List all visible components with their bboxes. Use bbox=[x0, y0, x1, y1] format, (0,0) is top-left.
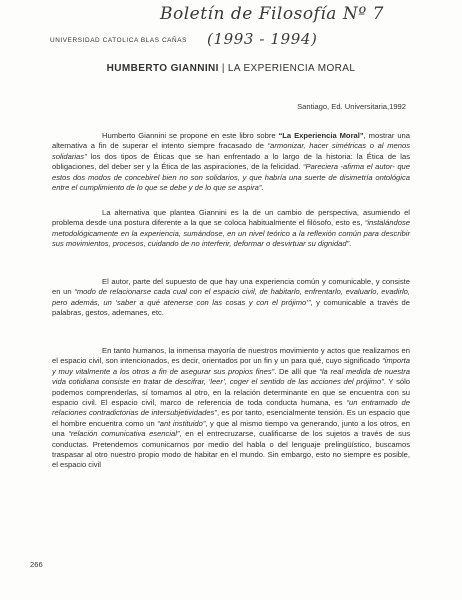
paragraph-2 bbox=[52, 208, 410, 250]
p1-text-1: Humberto Giannini se propone en este libro sobre bbox=[102, 131, 279, 140]
header-separator: | bbox=[221, 63, 225, 74]
p3-text-1: El autor, parte del supuesto de que hay una experiencia común y comunicable, y consiste en un bbox=[52, 277, 410, 297]
paragraph-1 bbox=[52, 131, 410, 193]
p1-text-3: los dos tipos de Éticas que se han enfrentado a lo largo de la historia: la Ética de las obligaciones, del deber ser y la Ética de las aspiraciones, de la felicidad. bbox=[52, 151, 410, 172]
p2-text-1: La alternativa que plantea Giannini es la de un cambio de perspectiva, asumiendo el problema desde una postura diferente a la que se coloca habitualmente el filósofo, esto es, bbox=[52, 208, 410, 228]
p4-text-6: , en el entrecruzarse, cualificarse de los sujetos a través de sus conductas. Pretendemos comunicarnos por medio del habla o del lenguaje prelingüístico, buscamos traspasar al otro nuestro propio modo de habitar en el mundo. Sin embargo, esto no siempre es posible, el espacio civil bbox=[52, 429, 410, 470]
p1-book-title: “La Experiencia Moral” bbox=[278, 131, 364, 140]
p4-text-4: , es por tanto, esencialmente tensión. Es un espacio que el hombre encuentra como un bbox=[52, 408, 410, 428]
p1-quote-2: “Pareciera -afirma el autor- que estos dos modos de concebirel bien no son solidarios, y que habría una suerte de disimetría ontológica entre el cumplimiento de lo que se debe y de lo que se aspira” bbox=[52, 162, 410, 193]
p4-quote-4: “ant instituido” bbox=[157, 418, 206, 428]
p2-quote-1: “instalándose metodológicamente en la experiencia, sumándose, en un nivel teórico a la reflexión común para describir sus movimientos, procesos, cuidando de no interferir, deformar o desvirtuar su dignidad” bbox=[52, 218, 410, 249]
p4-text-3: . Y sólo podemos comprenderlas, sí tomamos al otro, en la relación determinante en que se encuentra con su espacio civil. El espacio civil, marco de referencia de toda conducta humana, es bbox=[52, 377, 410, 408]
p1-text-2: , mostrar una alternativa a fin de superar el intento siempre fracasado de bbox=[52, 131, 410, 151]
handwritten-years: (1993 - 1994) bbox=[207, 30, 318, 48]
p4-quote-2: “la real medida de nuestra vida cotidiana consiste en tratar de descifrar, ‘leer’, coger el sentido de las acciones del prójimo” bbox=[52, 366, 410, 387]
p4-text-2: . De allí que bbox=[274, 366, 320, 376]
author-name: HUMBERTO GIANNINI bbox=[106, 63, 219, 74]
article-header bbox=[0, 63, 462, 74]
paragraph-3 bbox=[52, 277, 410, 319]
p4-quote-5: “relación comunicativa esencial” bbox=[68, 429, 180, 439]
p4-text-5: , y que al mismo tiempo va generando, junto a los otros, en una bbox=[52, 418, 410, 439]
publication-citation: Santiago, Ed. Universitaria,1992 bbox=[297, 102, 406, 111]
handwritten-journal-title: Boletín de Filosofía Nº 7 bbox=[160, 4, 384, 24]
p4-quote-3: “un entramado de relaciones contradictorias de intersubjetividades” bbox=[52, 398, 410, 418]
p2-text-2: . bbox=[349, 239, 352, 249]
p3-quote-1: “modo de relacionarse cada cual con el espacio civil, de habitarlo, enfrentarlo, evaluarlo, evadirlo, pero además, un ‘saber a qué atenerse con las cosas y con el prójimo’” bbox=[52, 287, 410, 307]
p1-text-4: . bbox=[261, 183, 264, 193]
p4-quote-1: “importa y muy vitalmente a los otros a fin de asegurar sus propios fines” bbox=[52, 356, 410, 376]
article-title: LA EXPERIENCIA MORAL bbox=[227, 63, 356, 74]
p1-quote-1: “armonizar, hacer simétricas o al menos solidarias” bbox=[52, 141, 410, 161]
p4-text-1: En tanto humanos, la inmensa mayoría de nuestros movimiento y actos que realizamos en el espacio civil, son intencionados, es decir, orientados por un fin y un para qué, cuyo significado bbox=[52, 346, 410, 366]
page-number: 266 bbox=[30, 560, 43, 569]
paragraph-4 bbox=[52, 346, 410, 471]
p3-text-2: , y comunicable a través de palabras, gestos, ademanes, etc. bbox=[52, 297, 410, 318]
university-name: UNIVERSIDAD CATOLICA BLAS CAÑAS bbox=[50, 37, 187, 44]
